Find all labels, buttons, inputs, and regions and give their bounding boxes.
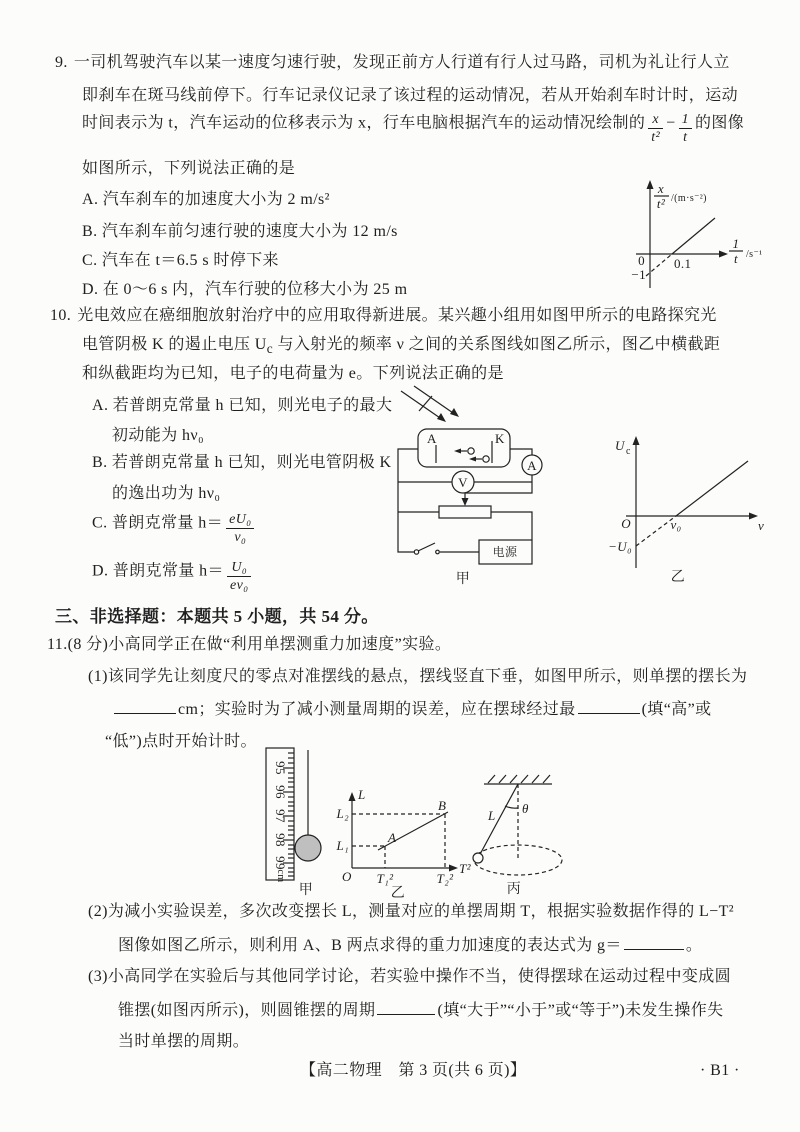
- circuit-caption: 甲: [455, 572, 471, 587]
- q9-fraction-1-t: $\frac{1}{t}$: [679, 112, 692, 145]
- q10g-xlabel: ν: [758, 518, 765, 533]
- q9-xlabel-num: 1: [732, 236, 740, 251]
- q11-number: 11.: [47, 636, 68, 653]
- q9-y-arrow: [647, 180, 654, 189]
- lt2-l2-label: L₂: [336, 806, 349, 821]
- lt2-point-b: B: [438, 798, 447, 813]
- q9-ylabel-num: x: [657, 181, 665, 196]
- q10-circuit-diagram: [383, 385, 573, 590]
- q10g-caption: 乙: [670, 570, 686, 585]
- q10-option-b-line1: B. 若普朗克常量 h 已知，则光电管阴极 K: [92, 454, 392, 471]
- anode-label: A: [427, 431, 437, 446]
- q9-line-3: 时间表示为 t，汽车运动的位移表示为 x，行车电脑根据汽车的运动情况绘制的 $\frac{x}{\text{t²}}$ − $\frac{1}{t}$ 的图像: [82, 112, 745, 146]
- wiper-wire: [465, 482, 532, 499]
- q9-option-a: A. 汽车刹车的加速度大小为 2 m/s²: [82, 191, 330, 208]
- battery-label: 电源: [492, 545, 518, 559]
- blank-g-expression: [624, 934, 684, 950]
- q10-line-2: 电管阴极 K 的遏止电压 $U_c$ 与入射光的频率 ν 之间的关系图线如图乙所示，图乙中横截距: [82, 336, 721, 357]
- q10g-origin: O: [621, 516, 631, 531]
- q10-option-a-line2: 初动能为 hν₀: [112, 427, 205, 444]
- q10g-ytick: −U₀: [608, 539, 632, 554]
- q10-uc-subscript: c: [266, 341, 274, 357]
- q9-xtick-label: 0.1: [674, 256, 692, 271]
- q10g-xtick: ν₀: [670, 517, 682, 532]
- cone-caption: 丙: [506, 882, 522, 897]
- theta-arc: [505, 806, 518, 808]
- section-3-header: 三、非选择题：本题共 5 小题，共 54 分。: [55, 607, 379, 626]
- q9-line-1: 9. 一司机驾驶汽车以某一速度匀速行驶，发现正前方人行道有行人过马路，司机为礼让行人立: [55, 54, 730, 71]
- ruler-caption: 甲: [298, 883, 314, 898]
- q9-option-c: C. 汽车在 t＝6.5 s 时停下来: [82, 252, 279, 269]
- q9-number: 9.: [55, 54, 68, 71]
- q10-fraction-d: $\frac{\text{U₀}}{\text{eν₀}}$: [227, 560, 252, 593]
- q10-line-3: 和纵截距均为已知，电子的电荷量为 e。下列说法正确的是: [82, 365, 504, 382]
- q11-part3-line1: (3)小高同学在实验后与其他同学讨论，若实验中操作不当，使得摆球在运动过程中变成圆: [88, 968, 732, 985]
- q9-ylabel-unit: /(m·s⁻²): [671, 193, 707, 204]
- q11-intro: 11.(8 分)小高同学正在做“利用单摆测重力加速度”实验。: [47, 636, 452, 653]
- q9-origin-label: 0: [638, 253, 645, 268]
- q9-graph: [612, 176, 782, 296]
- lt2-ylabel: L: [358, 787, 366, 802]
- q9-line-4: 如图所示，下列说法正确的是: [82, 160, 296, 177]
- q10-number: 10.: [50, 307, 72, 324]
- q11-part1-line2: cm；实验时为了减小测量周期的误差，应在摆球经过最 (填“高”或: [112, 698, 712, 721]
- ruler-tick-99: 99: [273, 856, 288, 870]
- string-length-label: L: [488, 808, 496, 823]
- q9-x-arrow: [719, 251, 728, 258]
- q11-part1-line3: “低”)点时开始计时。: [105, 733, 257, 750]
- q10-fraction-c: $\frac{\text{eU₀}}{\text{ν₀}}$: [226, 512, 254, 545]
- q10-line-1: 10. 光电效应在癌细胞放射治疗中的应用取得新进展。某兴趣小组用如图甲所示的电路探究光: [50, 307, 717, 324]
- electron-symbols: [454, 448, 489, 462]
- q10-option-b-line2: 的逸出功为 hν₀: [112, 485, 221, 502]
- lt2-t1-label: T₁²: [376, 871, 394, 886]
- blank-period-compare: [377, 999, 435, 1015]
- q10g-line-solid: [676, 461, 748, 516]
- footer-page-info: 【高二物理 第 3 页(共 6 页)】: [300, 1062, 527, 1079]
- q9-xlabel-unit: /s⁻¹: [746, 249, 763, 260]
- lt2-origin: O: [342, 869, 352, 884]
- lt2-l1-label: L₁: [336, 838, 349, 853]
- q11-ruler-figure: [256, 744, 338, 896]
- ruler-unit: cm: [275, 869, 286, 883]
- q10-graph: [600, 428, 778, 586]
- q10g-ylabel-sub: c: [626, 446, 631, 457]
- q11-conical-pendulum: [456, 766, 586, 898]
- lt2-xlabel: T²: [459, 861, 471, 876]
- q11-lt2-graph: [328, 786, 476, 900]
- ruler-tick-98: 98: [273, 833, 288, 847]
- q11-part3-line3: 当时单摆的周期。: [118, 1033, 250, 1050]
- q11-part3-line2: 锥摆(如图丙所示)，则圆锥摆的周期 (填“大于”“小于”或“等于”)未发生操作失: [118, 999, 724, 1022]
- left-wire: [398, 449, 418, 552]
- blank-high-or-low: [578, 698, 640, 714]
- ruler-tick-97: 97: [273, 809, 288, 823]
- cone-bob: [473, 853, 483, 863]
- pot-right-wire: [491, 512, 532, 540]
- q11-part2-line2: 图像如图乙所示，则利用 A、B 两点求得的重力加速度的表达式为 g＝ 。: [118, 934, 702, 957]
- lt2-caption: 乙: [390, 886, 406, 901]
- incident-light-arrows: [401, 386, 459, 422]
- footer-code: · B1 ·: [700, 1062, 740, 1079]
- ruler-tick-96: 96: [273, 785, 288, 799]
- lt2-y-arrow: [349, 792, 356, 801]
- q11-part1-line1: (1)该同学先让刻度尺的零点对准摆线的悬点，摆线竖直下垂，如图甲所示，则单摆的摆长为: [88, 668, 748, 685]
- potentiometer: [439, 506, 491, 518]
- q9-line-2: 即刹车在斑马线前停下。行车记录仪记录了该过程的运动情况，若从开始刹车时计时，运动: [82, 87, 739, 104]
- q10-option-a-line1: A. 若普朗克常量 h 已知，则光电子的最大: [92, 397, 393, 414]
- q9-option-b: B. 汽车刹车前匀速行驶的速度大小为 12 m/s: [82, 223, 398, 240]
- q9-ylabel-den: t²: [656, 196, 666, 211]
- right-wire-top: [510, 449, 532, 455]
- pendulum-bob: [295, 835, 321, 861]
- q9-fraction-x-t2: $\frac{x}{\text{t²}}$: [648, 112, 663, 145]
- lt2-point-a: A: [388, 830, 397, 845]
- switch: [414, 543, 439, 554]
- q9-ytick-label: −1: [631, 267, 646, 282]
- q10-option-d: D. 普朗克常量 h＝ $\frac{\text{U₀}}{\text{eν₀}}$: [92, 560, 254, 593]
- q10g-y-arrow: [633, 436, 640, 445]
- voltmeter-label: V: [458, 475, 468, 490]
- q11-part2-line1: (2)为减小实验误差，多次改变摆长 L，测量对应的单摆周期 T，根据实验数据作得的 L−T²: [88, 903, 734, 920]
- blank-pendulum-length: [114, 698, 176, 714]
- q10g-x-arrow: [749, 513, 758, 520]
- q9-option-d: D. 在 0～6 s 内，汽车行驶的位移大小为 25 m: [82, 281, 408, 298]
- theta-label: θ: [522, 801, 529, 816]
- wiper-arrow: [462, 498, 469, 506]
- lt2-t2-label: T₂²: [436, 871, 454, 886]
- ceiling-hatch: [484, 775, 552, 784]
- cathode-label: K: [495, 431, 505, 446]
- ruler-tick-95: 95: [273, 761, 288, 775]
- q9-xlabel-den: t: [733, 251, 739, 266]
- q10g-ylabel: U: [615, 438, 625, 453]
- ammeter-label: A: [527, 458, 537, 473]
- q10-option-c: C. 普朗克常量 h＝ $\frac{\text{eU₀}}{\text{ν₀}}$: [92, 512, 257, 545]
- q9-data-line-solid: [672, 218, 715, 254]
